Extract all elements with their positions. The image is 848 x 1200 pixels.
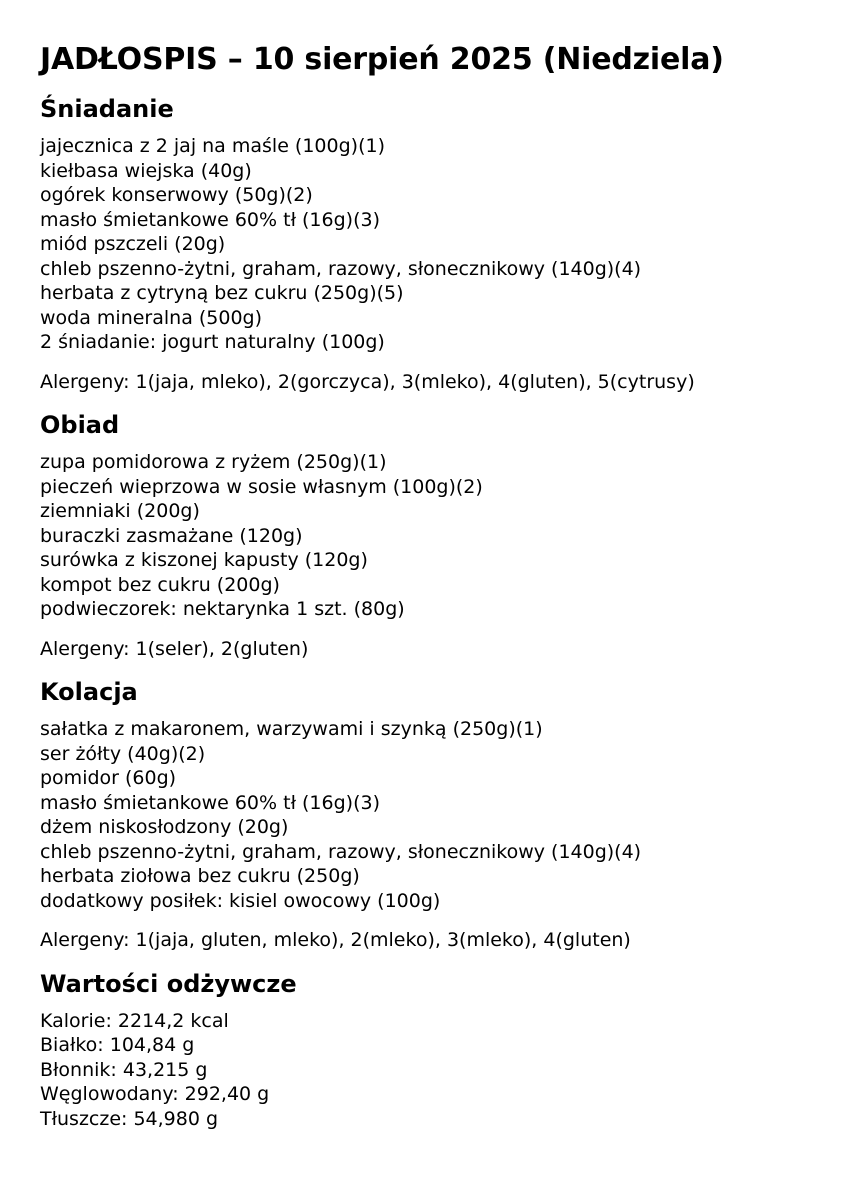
menu-item: kompot bez cukru (200g) — [40, 573, 280, 596]
menu-item: pomidor (60g) — [40, 767, 177, 789]
meal-items-obiad — [40, 450, 808, 622]
nutrition-line-fat: Tłuszcze: 54,980 g — [40, 1107, 219, 1130]
menu-item: pieczeń wieprzowa w sosie własnym (100g)(2) — [40, 475, 483, 498]
menu-item: miód pszczeli (20g) — [40, 233, 226, 255]
nutrition-line-fiber: Błonnik: 43,215 g — [40, 1058, 208, 1081]
menu-item: kiełbasa wiejska (40g) — [40, 159, 252, 182]
page-title: JADŁOSPIS – 10 sierpień 2025 (Niedziela) — [40, 42, 724, 77]
allergens-line-obiad: Alergeny: 1(seler), 2(gluten) — [40, 637, 309, 660]
menu-item: 2 śniadanie: jogurt naturalny (100g) — [40, 331, 385, 353]
menu-item: surówka z kiszonej kapusty (120g) — [40, 549, 368, 571]
menu-item: masło śmietankowe 60% tł (16g)(3) — [40, 791, 380, 814]
meal-items-sniadanie — [40, 134, 808, 355]
menu-item: chleb pszenno-żytni, graham, razowy, słonecznikowy (140g)(4) — [40, 840, 642, 863]
allergens-line-kolacja: Alergeny: 1(jaja, gluten, mleko), 2(mleko), 3(mleko), 4(gluten) — [40, 929, 631, 951]
section-heading-sniadanie: Śniadanie — [40, 95, 174, 123]
menu-item: dodatkowy posiłek: kisiel owocowy (100g) — [40, 889, 441, 912]
section-kolacja — [40, 678, 808, 953]
menu-item: sałatka z makaronem, warzywami i szynką (250g)(1) — [40, 718, 543, 740]
menu-item: podwieczorek: nektarynka 1 szt. (80g) — [40, 598, 405, 620]
menu-item: masło śmietankowe 60% tł (16g)(3) — [40, 208, 380, 231]
section-sniadanie — [40, 95, 808, 394]
menu-item: jajecznica z 2 jaj na maśle (100g)(1) — [40, 135, 385, 157]
nutrition-line-carbs: Węglowodany: 292,40 g — [40, 1083, 270, 1105]
nutrition-line-calories: Kalorie: 2214,2 kcal — [40, 1009, 229, 1032]
menu-item: chleb pszenno-żytni, graham, razowy, słonecznikowy (140g)(4) — [40, 257, 642, 280]
section-obiad — [40, 411, 808, 661]
section-heading-kolacja: Kolacja — [40, 678, 138, 706]
section-heading-obiad: Obiad — [40, 411, 120, 439]
nutrition-values — [40, 1009, 808, 1132]
menu-item: dżem niskosłodzony (20g) — [40, 816, 289, 838]
section-nutrition — [40, 970, 808, 1132]
section-heading-nutrition: Wartości odżywcze — [40, 969, 297, 998]
menu-item: herbata z cytryną bez cukru (250g)(5) — [40, 282, 404, 304]
menu-item: herbata ziołowa bez cukru (250g) — [40, 865, 360, 887]
menu-item: zupa pomidorowa z ryżem (250g)(1) — [40, 451, 387, 473]
menu-item: buraczki zasmażane (120g) — [40, 524, 303, 547]
menu-item: ogórek konserwowy (50g)(2) — [40, 184, 313, 206]
meal-items-kolacja — [40, 717, 808, 913]
menu-item: ziemniaki (200g) — [40, 500, 200, 522]
nutrition-line-protein: Białko: 104,84 g — [40, 1034, 195, 1056]
allergens-line-sniadanie: Alergeny: 1(jaja, mleko), 2(gorczyca), 3(mleko), 4(gluten), 5(cytrusy) — [40, 370, 695, 393]
menu-item: woda mineralna (500g) — [40, 306, 263, 329]
menu-item: ser żółty (40g)(2) — [40, 742, 206, 765]
